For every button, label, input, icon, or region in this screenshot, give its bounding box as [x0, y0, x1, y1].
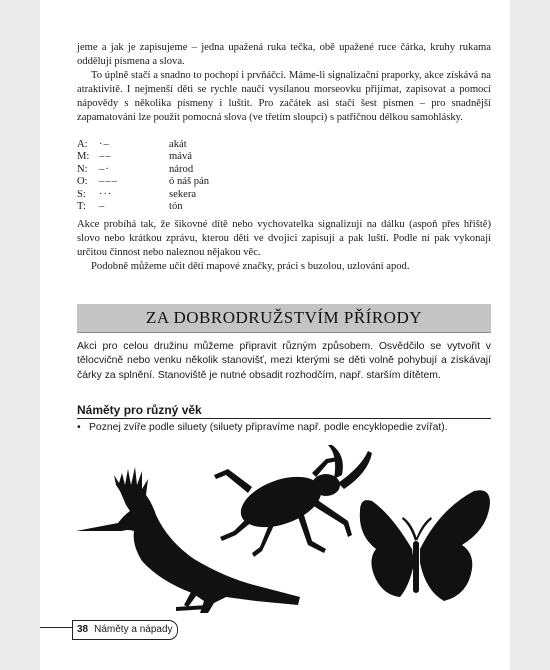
morse-row	[77, 139, 277, 151]
morse-row	[77, 201, 277, 213]
morse-helper-word: tón	[169, 200, 183, 212]
body-text-middle	[77, 218, 491, 274]
morse-letter: O:	[77, 176, 88, 188]
bullet-text: Poznej zvíře podle siluety (siluety připravíme např. podle encyklopedie zvířat).	[89, 422, 448, 433]
section-intro	[77, 340, 491, 383]
paragraph-4: Podobně můžeme učit děti mapové značky, práci s buzolou, uzlování apod.	[91, 261, 410, 273]
page-number: 38	[77, 624, 89, 635]
morse-helper-word: sekera	[169, 188, 197, 200]
book-page	[40, 0, 510, 670]
morse-code: ––	[99, 151, 112, 163]
footer-label	[72, 620, 178, 640]
morse-code-table	[77, 139, 277, 213]
butterfly-silhouette-icon	[360, 490, 490, 601]
paragraph-3: Akce probíhá tak, že šikovné dítě nebo vychovatelka signalizují na dálku (aspoň přes hřiště) slovo nebo krátkou zprávu, kterou děti ve dvojici zapisují a pak luští. Podle ní pak vykonají určitou činnost nebo naleznou nějakou věc.	[77, 219, 491, 259]
morse-letter: T:	[77, 200, 86, 212]
paragraph-1: jeme a jak je zapisujeme – jedna upažená ruka tečka, obě upažené ruce čárka, kruhy rukama oddělují písmena a slova.	[77, 42, 491, 68]
footer-title: Náměty a nápady	[94, 624, 173, 635]
bullet-dot: •	[77, 422, 81, 433]
morse-row	[77, 151, 277, 163]
sub-heading: Náměty pro různý věk	[77, 403, 491, 419]
silhouette-illustrations	[76, 445, 496, 620]
morse-code: –	[99, 200, 106, 212]
section-heading-bar	[77, 304, 491, 333]
morse-letter: N:	[77, 163, 88, 175]
morse-helper-word: ó náš pán	[169, 176, 210, 188]
morse-row	[77, 189, 277, 201]
morse-letter: M:	[77, 151, 90, 163]
morse-helper-word: akát	[169, 139, 187, 150]
footer-rule	[40, 627, 75, 628]
section-intro-text: Akci pro celou družinu můžeme připravit různým způsobem. Osvědčilo se vytvořit v tělocvičně nebo venku několik stanovišť, mezi kterými se děti volně pohybují a získávají čárky za splnění. Stanoviště je nutné obsadit rozhodčím, např. starším dítětem.	[77, 341, 491, 381]
morse-code: –––	[99, 176, 118, 188]
section-heading: ZA DOBRODRUŽSTVÍM PŘÍRODY	[145, 308, 423, 327]
morse-code: ·–	[99, 139, 110, 150]
morse-code: –·	[99, 163, 110, 175]
bullet-item	[77, 421, 491, 435]
morse-row	[77, 176, 277, 188]
page-footer	[40, 620, 510, 642]
stag-beetle-silhouette-icon	[214, 445, 372, 557]
morse-letter: S:	[77, 188, 86, 200]
morse-letter: A:	[77, 139, 88, 150]
morse-helper-word: národ	[169, 163, 194, 175]
morse-helper-word: mává	[169, 151, 192, 163]
paragraph-2: To úplně stačí a snadno to pochopí i prvňáčci. Máme-li signalizační praporky, akce získává na atraktivitě. I nejmenší děti se rychle naučí vysílanou morseovku přijímat, zapisovat a pomocí nápovědy s několika písmeny i luštit. Pro začátek asi stačí šest písmen – pro snadnější zapamatování lze použít pomocná slova (ve třetím sloupci) s patřičnou délkou samohlásky.	[77, 70, 491, 124]
morse-code: ···	[99, 188, 113, 200]
body-text-top	[77, 41, 491, 126]
morse-row	[77, 164, 277, 176]
